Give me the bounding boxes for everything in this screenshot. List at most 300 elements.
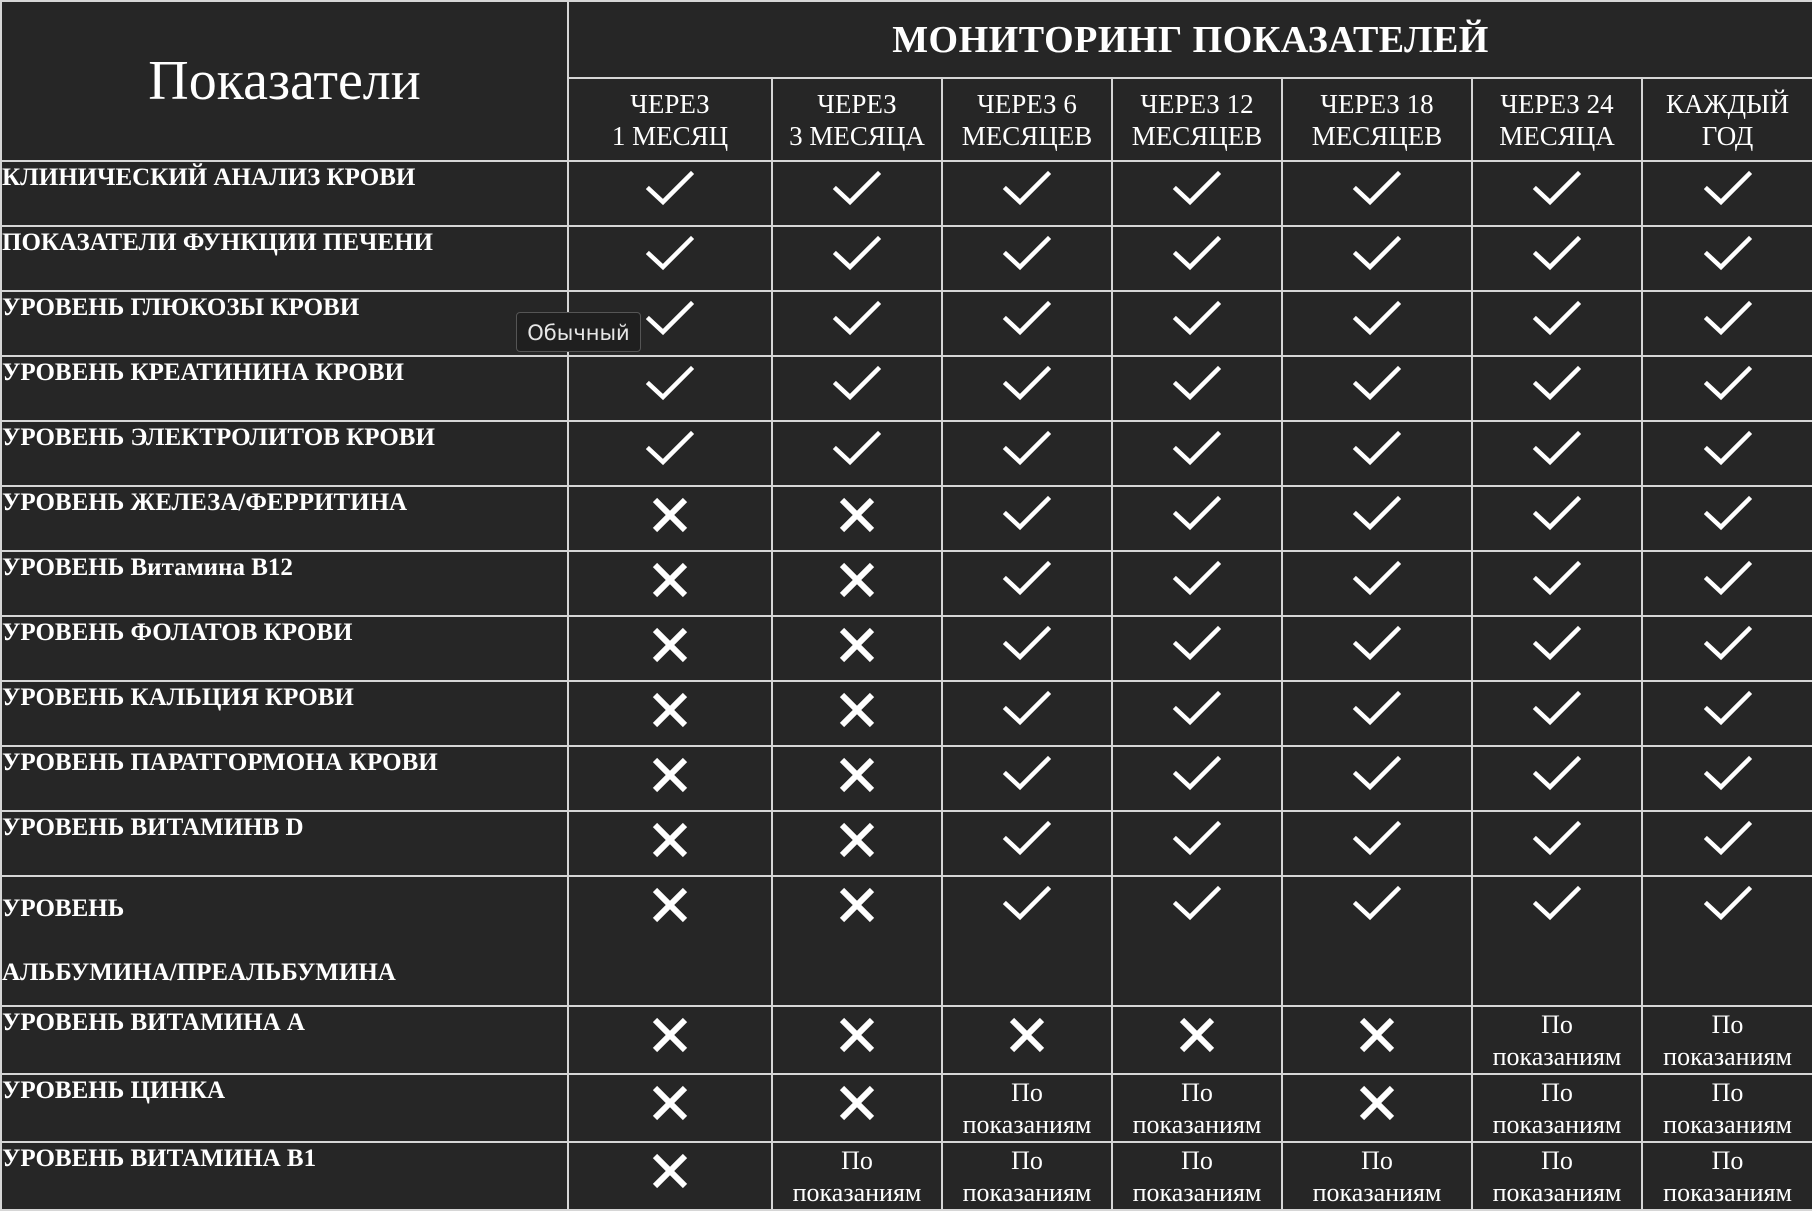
on-indication-line: По [841, 1146, 873, 1175]
on-indication-text [1663, 1143, 1792, 1209]
column-header-line: ЧЕРЕЗ 24 [1500, 88, 1614, 119]
status-cell [1282, 811, 1472, 876]
cross-icon [650, 625, 690, 670]
column-header-line: ЧЕРЕЗ [817, 88, 897, 119]
check-icon [1003, 625, 1051, 666]
indicator-name-line: УРОВЕНЬ Витамина В12 [2, 554, 293, 581]
cross-icon [837, 560, 877, 605]
check-icon [1533, 170, 1581, 211]
check-icon [1353, 495, 1401, 536]
check-icon [1003, 235, 1051, 276]
status-cell [568, 811, 772, 876]
indicator-name [1, 226, 568, 291]
status-cell [568, 161, 772, 226]
status-cell [1472, 551, 1642, 616]
status-cell [772, 291, 942, 356]
status-cell [772, 811, 942, 876]
status-cell [1282, 876, 1472, 1006]
status-cell [772, 876, 942, 1006]
status-cell [1642, 876, 1812, 1006]
cross-icon [650, 1151, 690, 1196]
indicator-name [1, 421, 568, 486]
table-row [1, 421, 1812, 486]
on-indication-text [793, 1143, 922, 1209]
status-cell [1472, 356, 1642, 421]
on-indication-text [1493, 1143, 1622, 1209]
status-cell [1472, 486, 1642, 551]
table-row [1, 161, 1812, 226]
table-row [1, 1074, 1812, 1142]
indicator-name-line: УРОВЕНЬ ЖЕЛЕЗА/ФЕРРИТИНА [2, 489, 408, 516]
check-icon [1173, 560, 1221, 601]
check-icon [1533, 300, 1581, 341]
table-row [1, 1006, 1812, 1074]
check-icon [1353, 235, 1401, 276]
check-icon [1704, 235, 1752, 276]
status-cell [1472, 161, 1642, 226]
check-icon [1003, 885, 1051, 926]
status-cell [1282, 551, 1472, 616]
status-cell [1642, 356, 1812, 421]
on-indication-line: По [1181, 1146, 1213, 1175]
check-icon [1173, 430, 1221, 471]
check-icon [833, 300, 881, 341]
on-indication-cell [942, 1074, 1112, 1142]
status-cell [1282, 421, 1472, 486]
indicator-name-line: УРОВЕНЬ ПАРАТГОРМОНА КРОВИ [2, 749, 438, 776]
check-icon [1003, 300, 1051, 341]
check-icon [1353, 820, 1401, 861]
column-header-line: ЧЕРЕЗ 12 [1140, 88, 1254, 119]
check-icon [646, 170, 694, 211]
on-indication-line: показаниям [1663, 1178, 1792, 1207]
on-indication-line: По [1541, 1146, 1573, 1175]
status-cell [1112, 616, 1282, 681]
check-icon [1533, 235, 1581, 276]
indicator-name-line: УРОВЕНЬ КАЛЬЦИЯ КРОВИ [2, 684, 354, 711]
indicator-name-line: УРОВЕНЬ ВИТАМИНВ D [2, 814, 304, 841]
status-cell [942, 161, 1112, 226]
check-icon [1704, 755, 1752, 796]
status-cell [1282, 161, 1472, 226]
indicator-name [1, 161, 568, 226]
on-indication-text [1493, 1075, 1622, 1141]
check-icon [1704, 430, 1752, 471]
status-cell [1112, 421, 1282, 486]
cross-icon [837, 755, 877, 800]
status-cell [1642, 421, 1812, 486]
check-icon [1173, 755, 1221, 796]
check-icon [833, 235, 881, 276]
cross-icon [1357, 1083, 1397, 1128]
on-indication-line: показаниям [1663, 1042, 1792, 1071]
status-cell [942, 421, 1112, 486]
on-indication-line: показаниям [962, 1178, 1092, 1207]
check-icon [1353, 430, 1401, 471]
status-cell [568, 421, 772, 486]
indicator-name [1, 486, 568, 551]
check-icon [1704, 885, 1752, 926]
status-cell [1472, 876, 1642, 1006]
on-indication-text [1133, 1075, 1262, 1141]
cross-icon [837, 625, 877, 670]
on-indication-cell [1472, 1142, 1642, 1210]
status-cell [1112, 551, 1282, 616]
status-cell [942, 746, 1112, 811]
status-cell [1472, 421, 1642, 486]
status-cell [1472, 681, 1642, 746]
status-cell [568, 1142, 772, 1210]
status-cell [772, 356, 942, 421]
on-indication-cell [1472, 1074, 1642, 1142]
indicator-name [1, 746, 568, 811]
indicator-name-line: УРОВЕНЬ ФОЛАТОВ КРОВИ [2, 619, 353, 646]
status-cell [1642, 681, 1812, 746]
table-row [1, 486, 1812, 551]
check-icon [1003, 560, 1051, 601]
status-cell [1282, 746, 1472, 811]
indicator-name [1, 616, 568, 681]
table-row [1, 356, 1812, 421]
status-cell [942, 811, 1112, 876]
status-cell [1282, 616, 1472, 681]
status-cell [772, 681, 942, 746]
table-row [1, 291, 1812, 356]
table-row [1, 746, 1812, 811]
status-cell [942, 616, 1112, 681]
status-cell [1282, 356, 1472, 421]
indicator-name [1, 876, 568, 1006]
check-icon [646, 235, 694, 276]
column-header-line: 3 МЕСЯЦА [789, 120, 925, 151]
column-header-line: МЕСЯЦЕВ [961, 120, 1093, 151]
on-indication-text [1133, 1143, 1262, 1209]
cross-icon [837, 885, 877, 930]
status-cell [1642, 161, 1812, 226]
cross-icon [650, 885, 690, 930]
header-row-top [1, 1, 1812, 78]
table-row [1, 551, 1812, 616]
indicator-name [1, 681, 568, 746]
check-icon [1704, 300, 1752, 341]
indicator-name-line: УРОВЕНЬ ВИТАМИНА В1 [2, 1145, 317, 1172]
cross-icon [650, 690, 690, 735]
cross-icon [650, 820, 690, 865]
status-cell [568, 616, 772, 681]
on-indication-text [963, 1143, 1092, 1209]
check-icon [1704, 560, 1752, 601]
check-icon [1353, 300, 1401, 341]
table-row [1, 876, 1812, 1006]
indicator-name [1, 551, 568, 616]
check-icon [1533, 560, 1581, 601]
check-icon [1353, 625, 1401, 666]
check-icon [1704, 820, 1752, 861]
check-icon [1353, 560, 1401, 601]
on-indication-line: показаниям [1132, 1110, 1262, 1139]
on-indication-text [1313, 1143, 1442, 1209]
on-indication-cell [1112, 1142, 1282, 1210]
column-header-2 [772, 78, 942, 161]
check-icon [1003, 170, 1051, 211]
table-row [1, 616, 1812, 681]
cross-icon [650, 755, 690, 800]
status-cell [1642, 811, 1812, 876]
table-row [1, 811, 1812, 876]
on-indication-line: показаниям [1132, 1178, 1262, 1207]
column-header-6 [1472, 78, 1642, 161]
table-row [1, 681, 1812, 746]
status-cell [1472, 746, 1642, 811]
cross-icon [650, 560, 690, 605]
on-indication-cell [1472, 1006, 1642, 1074]
on-indication-line: показаниям [1663, 1110, 1792, 1139]
status-cell [568, 1006, 772, 1074]
check-icon [1533, 820, 1581, 861]
status-cell [942, 551, 1112, 616]
indicator-name-line: АЛЬБУМИНА/ПРЕАЛЬБУМИНА [2, 959, 396, 986]
status-cell [772, 226, 942, 291]
indicator-name-line: УРОВЕНЬ ВИТАМИНА А [2, 1009, 305, 1036]
status-cell [1112, 1006, 1282, 1074]
cross-icon [837, 495, 877, 540]
status-cell [942, 356, 1112, 421]
status-cell [772, 421, 942, 486]
status-cell [942, 291, 1112, 356]
status-cell [1282, 1074, 1472, 1142]
status-cell [1282, 1006, 1472, 1074]
check-icon [1173, 690, 1221, 731]
status-cell [772, 551, 942, 616]
status-cell [942, 486, 1112, 551]
cross-icon [1007, 1015, 1047, 1060]
table-row [1, 1142, 1812, 1210]
check-icon [833, 430, 881, 471]
on-indication-text [963, 1075, 1092, 1141]
column-header-line: МЕСЯЦЕВ [1311, 120, 1443, 151]
status-cell [1282, 681, 1472, 746]
cross-icon [837, 690, 877, 735]
status-cell [1112, 161, 1282, 226]
check-icon [1173, 235, 1221, 276]
check-icon [1003, 690, 1051, 731]
status-cell [942, 226, 1112, 291]
on-indication-line: По [1541, 1010, 1573, 1039]
check-icon [1533, 755, 1581, 796]
indicator-name-line: УРОВЕНЬ ЭЛЕКТРОЛИТОВ КРОВИ [2, 424, 435, 451]
cross-icon [650, 1015, 690, 1060]
check-icon [1533, 690, 1581, 731]
monitoring-header: МОНИТОРИНГ ПОКАЗАТЕЛЕЙ [568, 1, 1812, 78]
on-indication-cell [1642, 1074, 1812, 1142]
check-icon [1353, 365, 1401, 406]
status-cell [1472, 291, 1642, 356]
status-cell [1282, 291, 1472, 356]
indicator-name [1, 811, 568, 876]
status-cell [772, 486, 942, 551]
status-cell [1642, 746, 1812, 811]
status-cell [942, 681, 1112, 746]
check-icon [1173, 820, 1221, 861]
on-indication-line: показаниям [962, 1110, 1092, 1139]
status-cell [1112, 486, 1282, 551]
on-indication-line: показаниям [1492, 1042, 1622, 1071]
column-header-7 [1642, 78, 1812, 161]
style-tooltip: Обычный [516, 312, 641, 352]
cross-icon [837, 1015, 877, 1060]
status-cell [1112, 291, 1282, 356]
check-icon [1704, 625, 1752, 666]
indicator-name [1, 1142, 568, 1210]
on-indication-line: По [1541, 1078, 1573, 1107]
status-cell [1282, 486, 1472, 551]
check-icon [1533, 365, 1581, 406]
status-cell [1472, 616, 1642, 681]
check-icon [1353, 690, 1401, 731]
indicator-name [1, 1074, 568, 1142]
status-cell [568, 551, 772, 616]
check-icon [1003, 495, 1051, 536]
column-header-line: ЧЕРЕЗ 18 [1320, 88, 1434, 119]
status-cell [1642, 486, 1812, 551]
check-icon [1003, 820, 1051, 861]
status-cell [1472, 226, 1642, 291]
check-icon [1173, 170, 1221, 211]
status-cell [1642, 291, 1812, 356]
status-cell [568, 226, 772, 291]
cross-icon [1177, 1015, 1217, 1060]
check-icon [1704, 170, 1752, 211]
on-indication-cell [1112, 1074, 1282, 1142]
on-indication-line: По [1361, 1146, 1393, 1175]
check-icon [1173, 495, 1221, 536]
on-indication-line: По [1711, 1146, 1744, 1175]
check-icon [1353, 170, 1401, 211]
table-row [1, 226, 1812, 291]
check-icon [1704, 365, 1752, 406]
status-cell [568, 876, 772, 1006]
check-icon [646, 365, 694, 406]
status-cell [772, 1074, 942, 1142]
column-header-line: ЧЕРЕЗ [630, 88, 710, 119]
table-body [1, 161, 1812, 1210]
cross-icon [650, 495, 690, 540]
status-cell [1112, 876, 1282, 1006]
column-header-line: ГОД [1701, 120, 1754, 151]
check-icon [833, 365, 881, 406]
check-icon [1173, 365, 1221, 406]
on-indication-cell [1282, 1142, 1472, 1210]
on-indication-cell [1642, 1006, 1812, 1074]
indicator-name-line: УРОВЕНЬ [2, 895, 125, 922]
check-icon [1533, 885, 1581, 926]
status-cell [1642, 226, 1812, 291]
on-indication-line: По [1711, 1010, 1744, 1039]
column-header-3 [942, 78, 1112, 161]
check-icon [1173, 625, 1221, 666]
status-cell [772, 616, 942, 681]
column-header-line: МЕСЯЦЕВ [1131, 120, 1263, 151]
status-cell [772, 746, 942, 811]
column-header-line: ЧЕРЕЗ 6 [977, 88, 1077, 119]
indicator-name-line: УРОВЕНЬ ГЛЮКОЗЫ КРОВИ [2, 294, 360, 321]
check-icon [1353, 755, 1401, 796]
check-icon [1003, 430, 1051, 471]
column-header-1 [568, 78, 772, 161]
status-cell [568, 486, 772, 551]
check-icon [646, 300, 694, 341]
check-icon [1173, 885, 1221, 926]
status-cell [1282, 226, 1472, 291]
status-cell [942, 1006, 1112, 1074]
on-indication-cell [772, 1142, 942, 1210]
on-indication-line: показаниям [1492, 1178, 1622, 1207]
status-cell [568, 746, 772, 811]
indicator-name-line: УРОВЕНЬ КРЕАТИНИНА КРОВИ [2, 359, 405, 386]
status-cell [568, 681, 772, 746]
check-icon [833, 170, 881, 211]
cross-icon [837, 820, 877, 865]
on-indication-text [1663, 1007, 1792, 1073]
status-cell [1112, 356, 1282, 421]
status-cell [1642, 551, 1812, 616]
indicator-name-line: ПОКАЗАТЕЛИ ФУНКЦИИ ПЕЧЕНИ [2, 229, 433, 256]
cross-icon [1357, 1015, 1397, 1060]
on-indication-line: показаниям [1492, 1110, 1622, 1139]
status-cell [1112, 811, 1282, 876]
on-indication-line: По [1711, 1078, 1744, 1107]
column-header-line: 1 МЕСЯЦ [611, 120, 729, 151]
status-cell [1112, 746, 1282, 811]
indicator-name [1, 1006, 568, 1074]
status-cell [1112, 226, 1282, 291]
check-icon [1173, 300, 1221, 341]
status-cell [1642, 616, 1812, 681]
check-icon [1533, 430, 1581, 471]
cross-icon [837, 1083, 877, 1128]
column-header-line: КАЖДЫЙ [1665, 88, 1790, 119]
indicator-name-line: КЛИНИЧЕСКИЙ АНАЛИЗ КРОВИ [2, 164, 416, 191]
on-indication-line: показаниям [1312, 1178, 1442, 1207]
status-cell [1472, 811, 1642, 876]
on-indication-line: По [1011, 1078, 1043, 1107]
status-cell [568, 1074, 772, 1142]
indicator-name-line: УРОВЕНЬ ЦИНКА [2, 1077, 226, 1104]
on-indication-cell [942, 1142, 1112, 1210]
on-indication-line: По [1181, 1078, 1213, 1107]
check-icon [1353, 885, 1401, 926]
check-icon [646, 430, 694, 471]
on-indication-line: показаниям [792, 1178, 922, 1207]
check-icon [1003, 365, 1051, 406]
indicators-header: Показатели [1, 1, 568, 161]
cross-icon [650, 1083, 690, 1128]
status-cell [772, 1006, 942, 1074]
status-cell [942, 876, 1112, 1006]
check-icon [1704, 495, 1752, 536]
on-indication-cell [1642, 1142, 1812, 1210]
on-indication-line: По [1011, 1146, 1043, 1175]
check-icon [1003, 755, 1051, 796]
status-cell [772, 161, 942, 226]
status-cell [1112, 681, 1282, 746]
column-header-4 [1112, 78, 1282, 161]
check-icon [1533, 625, 1581, 666]
on-indication-text [1663, 1075, 1792, 1141]
on-indication-text [1493, 1007, 1622, 1073]
column-header-line: МЕСЯЦА [1499, 120, 1615, 151]
indicator-name [1, 291, 568, 356]
